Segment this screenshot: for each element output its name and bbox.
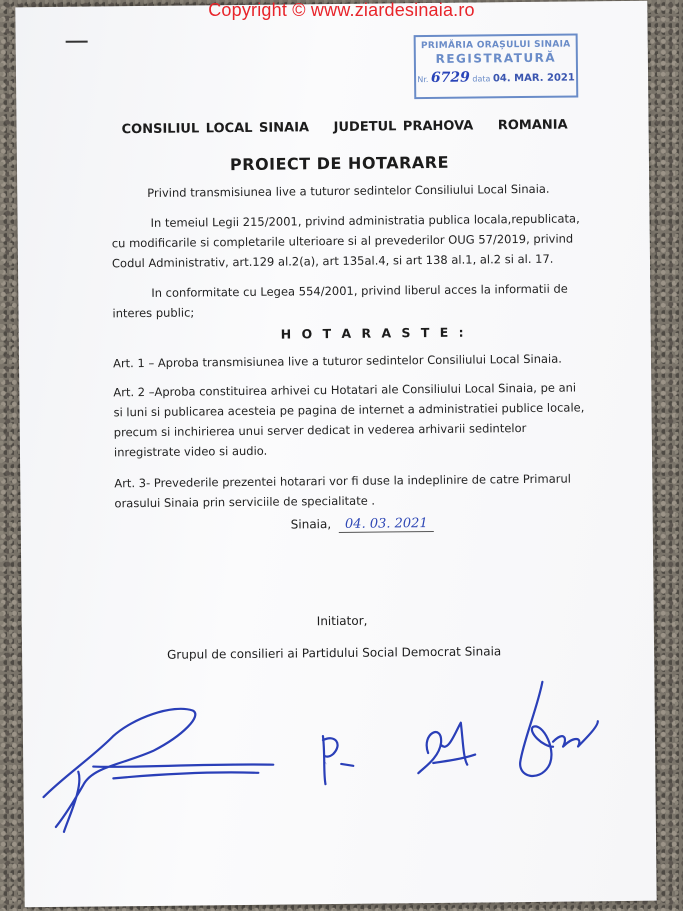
header-council: CONSILIUL LOCAL SINAIA bbox=[121, 120, 310, 138]
document-header bbox=[122, 117, 586, 137]
stamp-date-label: data bbox=[472, 74, 491, 84]
article-3-line-2: orasului Sinaia prin serviciile de specialitate . bbox=[114, 493, 376, 511]
initiator-label: Initiator, bbox=[316, 613, 368, 629]
stamp-nr-label: Nr. bbox=[417, 75, 429, 85]
stamp-institution: PRIMĂRIA ORAȘULUI SINAIA bbox=[420, 39, 571, 52]
stamp-registration-row bbox=[416, 68, 576, 86]
signature-2 bbox=[323, 736, 354, 784]
copyright-watermark: Copyright © www.ziardesinaia.ro bbox=[208, 0, 475, 20]
article-2-line-1: Art. 2 –Aproba constituirea arhivei cu Hotatari ale Consiliului Local Sinaia, pe ani bbox=[113, 380, 577, 400]
article-3-line-1: Art. 3- Prevederile prezentei hotarari vor fi duse la indeplinire de catre Primarul bbox=[114, 471, 571, 491]
privind-line: Privind transmisiunea live a tuturor sedintelor Consiliului Local Sinaia. bbox=[147, 181, 550, 200]
registry-stamp bbox=[414, 33, 579, 99]
initiator-group: Grupul de consilieri ai Partidului Social Democrat Sinaia bbox=[167, 644, 502, 662]
temei-line-3: Codul Administrativ, art.129 al.2(a), art 135al.4, si art 138 al.1, al.2 si al. 17. bbox=[111, 251, 554, 271]
header-country: ROMANIA bbox=[497, 117, 568, 134]
document-page bbox=[15, 1, 656, 908]
conform-line-1: In conformitate cu Legea 554/2001, privind liberul acces la informatii de bbox=[151, 281, 568, 300]
article-2-line-3: precum si inchirierea unui server dedicat in vederea arhivarii sedintelor bbox=[113, 421, 527, 440]
place-label: Sinaia, bbox=[290, 517, 332, 532]
handwritten-date: 04. 03. 2021 bbox=[339, 516, 434, 533]
header-county: JUDETUL PRAHOVA bbox=[333, 118, 474, 136]
stamp-nr-value: 6729 bbox=[430, 69, 470, 86]
conform-line-2: interes public; bbox=[112, 305, 195, 321]
document-title: PROIECT DE HOTARARE bbox=[229, 152, 450, 175]
place-date-line bbox=[291, 516, 434, 532]
temei-line-1: In temeiul Legii 215/2001, privind administratia publica locala,republicata, bbox=[150, 211, 580, 230]
top-dash-mark bbox=[66, 41, 88, 43]
article-2-line-2: si luni si publicarea acesteia pe pagina de internet a administratiei publice locale, bbox=[113, 400, 585, 420]
stamp-date-value: 04. MAR. 2021 bbox=[492, 72, 575, 85]
signature-2-prefix: p. bbox=[323, 760, 328, 766]
signature-3 bbox=[418, 723, 476, 774]
stamp-registry: REGISTRATURĂ bbox=[435, 50, 557, 66]
article-2-line-4: inregistrate video si audio. bbox=[113, 443, 268, 460]
signatures-area bbox=[22, 661, 664, 848]
article-1: Art. 1 – Aproba transmisiunea live a tuturor sedintelor Consiliului Local Sinaia. bbox=[112, 351, 562, 371]
signature-4 bbox=[519, 681, 598, 776]
hotaraste-heading: H O T A R A S T E : bbox=[280, 324, 467, 342]
temei-line-2: cu modificarile si completarile ulterioare si al prevederilor OUG 57/2019, privind bbox=[111, 231, 574, 251]
signature-1 bbox=[43, 708, 274, 832]
